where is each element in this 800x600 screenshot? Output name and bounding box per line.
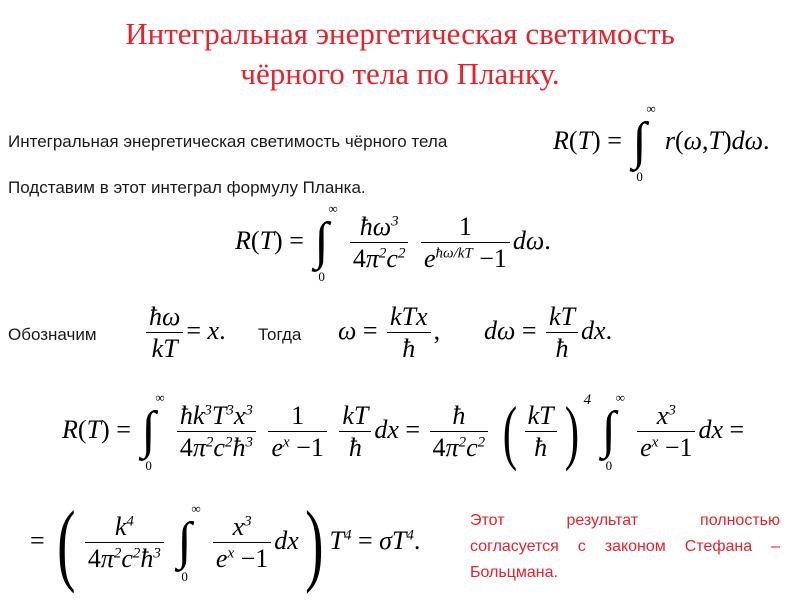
conclusion-text (470, 508, 780, 586)
equation-integral-luminosity: R(T) = ∫ ∞ 0 r(ω,T)dω. (553, 101, 770, 184)
conclusion-line2: согласуется с законом Стефана – (470, 538, 780, 555)
slide-title-line1: Интегральная энергетическая светимость (125, 16, 675, 51)
conclusion-line3: Больцмана. (470, 564, 558, 581)
then-label: Тогда (258, 325, 302, 344)
equation-domega: dω = $\frac{kT}{ħ}$ dx. (484, 302, 613, 363)
equation-planck-substitution: R(T) = ∫ ∞ 0 $\frac{ħ\omega^3}{4\pi^2c^2}$ $\frac{1}{e^{ħ\omega/kT} -1}$ dω. (235, 201, 551, 284)
slide-title-line2: чёрного тела по Планку. (240, 56, 560, 91)
slide-title (0, 14, 800, 94)
equation-stefan-boltzmann: = ( $\frac{k^4}{4\pi^2c^2ħ^3}$ ∫ ∞ 0 $\frac{x^3}{e^x -1}$ dx) $T^4 = \sigma T^4$. (30, 492, 421, 594)
equation-expanded-integral: R(T) = ∫ ∞ 0 $\frac{ħk^3T^3x^3}{4\pi^2c^2ħ^3}$ $\frac{1}{e^x -1}$ $\frac{kT}{ħ}$ dx = $\frac{ħ}{4\pi^2c^2}$ ( $\frac{kT}{ħ}$ ) $^4$ ∫ ∞ 0 $\frac{x^3}{e^x -1}$ dx = (62, 390, 745, 474)
equation-omega: ω = $\frac{\text{kTx}}{ħ}$ , (338, 302, 441, 363)
denote-label: Обозначим (8, 325, 97, 344)
conclusion-line1: Этот результат полностью (470, 512, 780, 529)
substitute-text: Подставим в этот интеграл формулу Планка. (8, 178, 366, 197)
equation-denote-x: $\frac{ħ\omega}{kT}$ = x. (143, 304, 226, 362)
intro-text: Интегральная энергетическая светимость чёрного тела (8, 132, 448, 151)
